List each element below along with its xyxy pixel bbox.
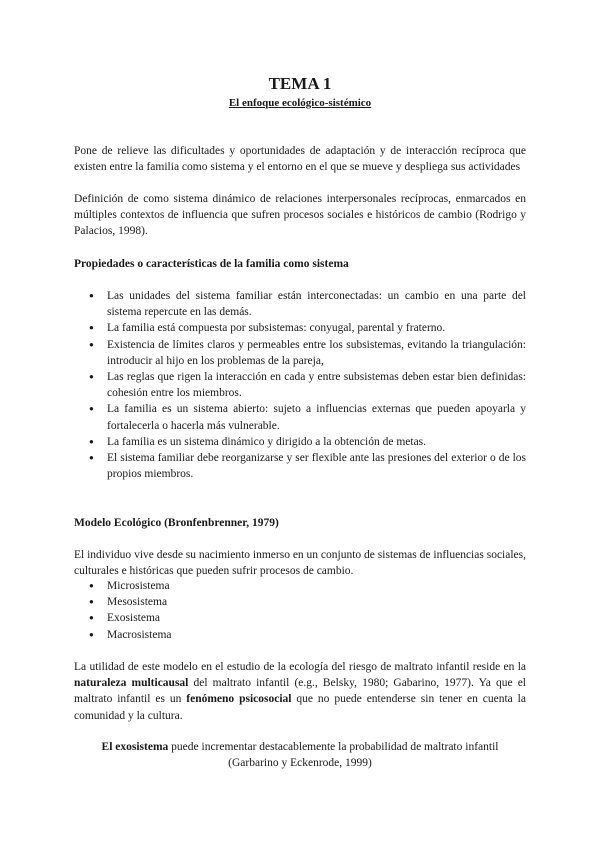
list-item: ● Existencia de límites claros y permeables entre los subsistemas, evitando la triangulación: introducir al hijo en los problemas de la pareja,	[74, 337, 526, 369]
utility-text-1: La utilidad de este modelo en el estudio de la ecología del riesgo de maltrato infantil reside en la	[74, 661, 526, 673]
properties-heading: Propiedades o características de la familia como sistema	[74, 258, 349, 270]
exosystem-emphasis: El exosistema	[101, 741, 169, 753]
utility-text-3: que no puede entenderse sin tener en cuenta la comunidad y la cultura.	[74, 693, 526, 722]
list-item: ● Exosistema	[74, 610, 526, 626]
list-item: ● Mesosistema	[74, 594, 526, 610]
exosystem-quote	[74, 739, 526, 755]
list-item: ● Las reglas que rigen la interacción en cada y entre subsistemas deben estar bien definidas: cohesión entre los miembros.	[74, 369, 526, 401]
list-item: ● Las unidades del sistema familiar están interconectadas: un cambio en una parte del sistema repercute en las demás.	[74, 288, 526, 320]
list-item: ● Microsistema	[74, 578, 526, 594]
list-item: ● La familia es un sistema abierto: sujeto a influencias externas que pueden apoyarla y fortalecerla o hacerla más vulnerable.	[74, 401, 526, 433]
psicosocial-emphasis: fenómeno psicosocial	[186, 693, 292, 706]
list-item: ● La familia está compuesta por subsistemas: conyugal, parental y fraterno.	[74, 320, 526, 336]
properties-list	[74, 288, 526, 482]
page-subtitle: El enfoque ecológico-sistémico	[228, 97, 372, 109]
intro-paragraph: Pone de relieve las dificultades y oportunidades de adaptación y de interacción recíproca que existen entre la familia como sistema y el entorno en el que se mueve y despliega sus actividades	[74, 145, 526, 174]
list-item: ● El sistema familiar debe reorganizarse y ser flexible ante las presiones del exterior o de los propios miembros.	[74, 450, 526, 482]
exosystem-citation: (Garbarino y Eckenrode, 1999)	[228, 757, 372, 769]
utility-text-2: del maltrato infantil (e.g., Belsky, 1980; Gabarino, 1977). Ya que el maltrato infantil es un	[74, 677, 526, 706]
page-title: TEMA 1	[268, 74, 332, 93]
model-paragraph: El individuo vive desde su nacimiento inmerso en un conjunto de sistemas de influencias sociales, culturales e históricas que pueden sufrir procesos de cambio.	[74, 549, 526, 578]
systems-list	[74, 578, 526, 643]
model-heading: Modelo Ecológico (Bronfenbrenner, 1979)	[74, 517, 279, 529]
multicausal-emphasis: naturaleza multicausal	[74, 677, 189, 690]
list-item: ● Macrosistema	[74, 627, 526, 643]
list-item: ● La familia es un sistema dinámico y dirigido a la obtención de metas.	[74, 434, 526, 450]
exosystem-text: puede incrementar destacablemente la probabilidad de maltrato infantil	[168, 741, 499, 753]
definition-paragraph: Definición de como sistema dinámico de relaciones interpersonales recíprocas, enmarcados en múltiples contextos de influencia que sufren procesos sociales e históricos de cambio (Rodrigo y Palacios, 1998).	[74, 193, 526, 238]
utility-paragraph	[74, 659, 526, 724]
